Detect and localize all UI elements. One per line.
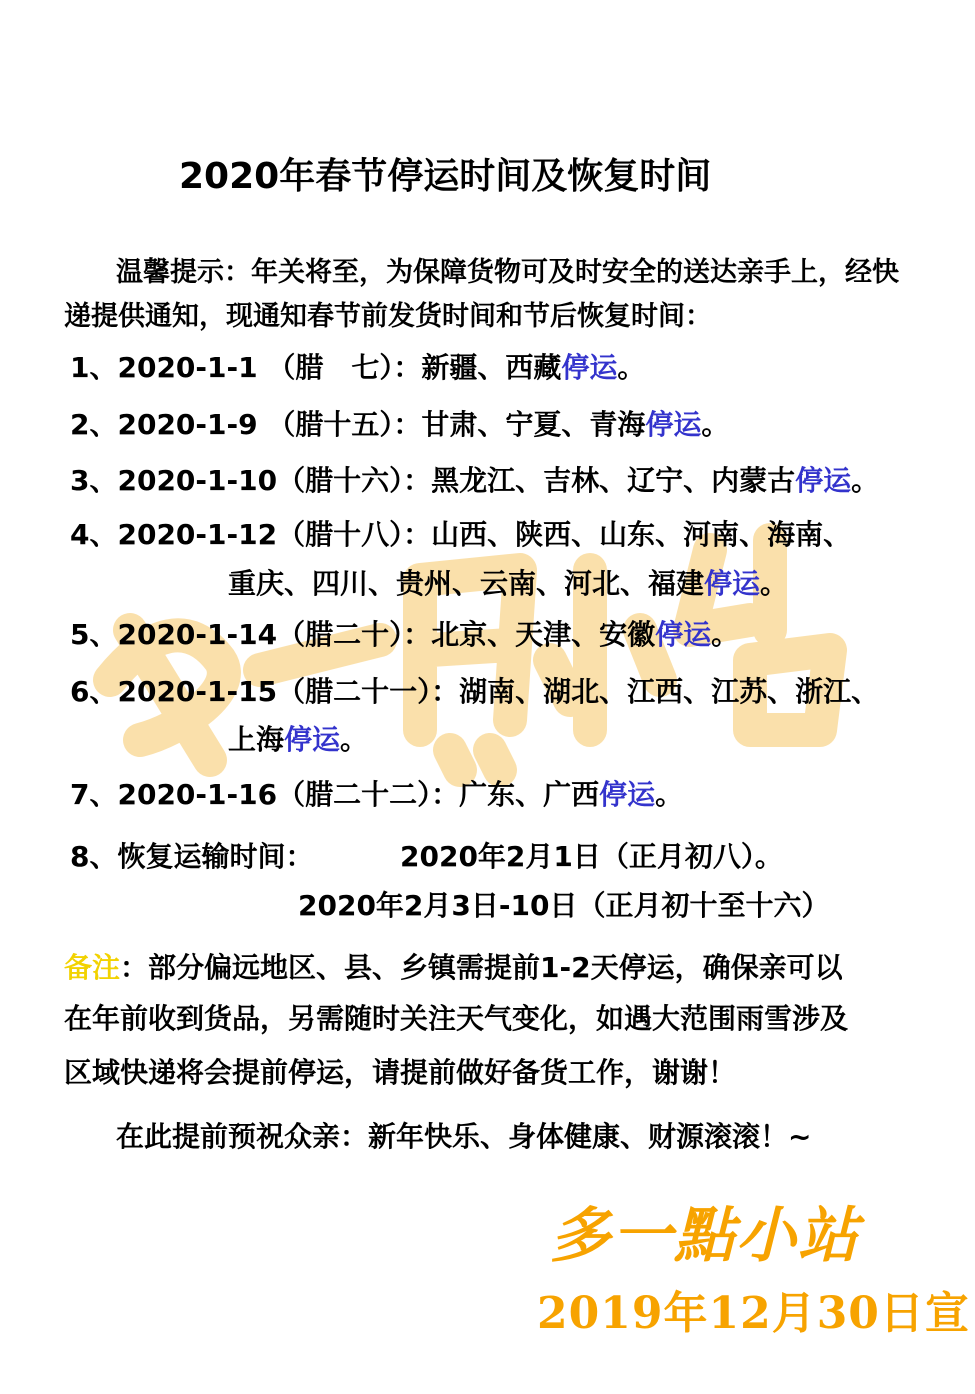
suspended-label: 停运 <box>599 778 656 811</box>
item-text: 3、2020-1-10（腊十六）：黑龙江、吉林、辽宁、内蒙古 <box>70 464 796 497</box>
period: 。 <box>760 567 789 600</box>
item-text: 1、2020-1-1 （腊 七）：新疆、西藏 <box>70 351 562 384</box>
remark-label: 备注 <box>64 951 121 984</box>
suspended-label: 停运 <box>655 618 712 651</box>
remark-text: ：部分偏远地区、县、乡镇需提前1-2天停运，确保亲可以 <box>120 951 843 984</box>
remark-line-3: 区域快递将会提前停运，请提前做好备货工作，谢谢！ <box>64 1056 737 1089</box>
signature-date: 2019年12月30日宣 <box>537 1288 970 1339</box>
notice-line-2: 递提供通知，现通知春节前发货时间和节后恢复时间： <box>64 301 712 332</box>
list-item <box>70 670 879 710</box>
suspended-label: 停运 <box>795 464 852 497</box>
suspended-label: 停运 <box>561 351 618 384</box>
period: 。 <box>701 408 730 441</box>
notice-line-1: 温馨提示：年关将至，为保障货物可及时安全的送达亲手上，经快 <box>116 257 899 288</box>
resume-date-2: 2020年2月3日-10日（正月初十至十六） <box>298 889 830 922</box>
item-text: 6、2020-1-15（腊二十一）：湖南、湖北、江西、江苏、浙江、 <box>70 675 880 708</box>
item-text: 4、2020-1-12（腊十八）：山西、陕西、山东、河南、海南、 <box>70 518 852 551</box>
resume-date-1: 2020年2月1日（正月初八）。 <box>400 840 783 873</box>
resume-label: 8、恢复运输时间： <box>70 840 314 873</box>
page-title: 2020年春节停运时间及恢复时间 <box>179 156 712 197</box>
item-text: 上海 <box>228 723 285 756</box>
period: 。 <box>851 464 880 497</box>
period: 。 <box>340 723 369 756</box>
list-item <box>70 613 739 653</box>
item-text: 7、2020-1-16（腊二十二）：广东、广西 <box>70 778 600 811</box>
remark-line-1 <box>64 946 843 986</box>
list-item <box>70 403 729 443</box>
period: 。 <box>655 778 684 811</box>
suspended-label: 停运 <box>704 567 761 600</box>
list-item-continuation <box>228 718 368 758</box>
period: 。 <box>711 618 740 651</box>
period: 。 <box>617 351 646 384</box>
list-item <box>70 773 683 813</box>
signature-brand: 多一點小站 <box>550 1201 860 1271</box>
list-item <box>70 513 851 553</box>
remark-line-2: 在年前收到货品，另需随时关注天气变化，如遇大范围雨雪涉及 <box>64 1002 849 1035</box>
wishes: 在此提前预祝众亲：新年快乐、身体健康、财源滚滚！~ <box>116 1120 812 1153</box>
list-item <box>70 346 645 386</box>
item-text: 5、2020-1-14（腊二十）：北京、天津、安徽 <box>70 618 656 651</box>
item-text: 2、2020-1-9 （腊十五）：甘肃、宁夏、青海 <box>70 408 646 441</box>
list-item-continuation <box>228 562 788 602</box>
suspended-label: 停运 <box>284 723 341 756</box>
item-text: 重庆、四川、贵州、云南、河北、福建 <box>228 567 705 600</box>
list-item <box>70 459 879 499</box>
suspended-label: 停运 <box>645 408 702 441</box>
